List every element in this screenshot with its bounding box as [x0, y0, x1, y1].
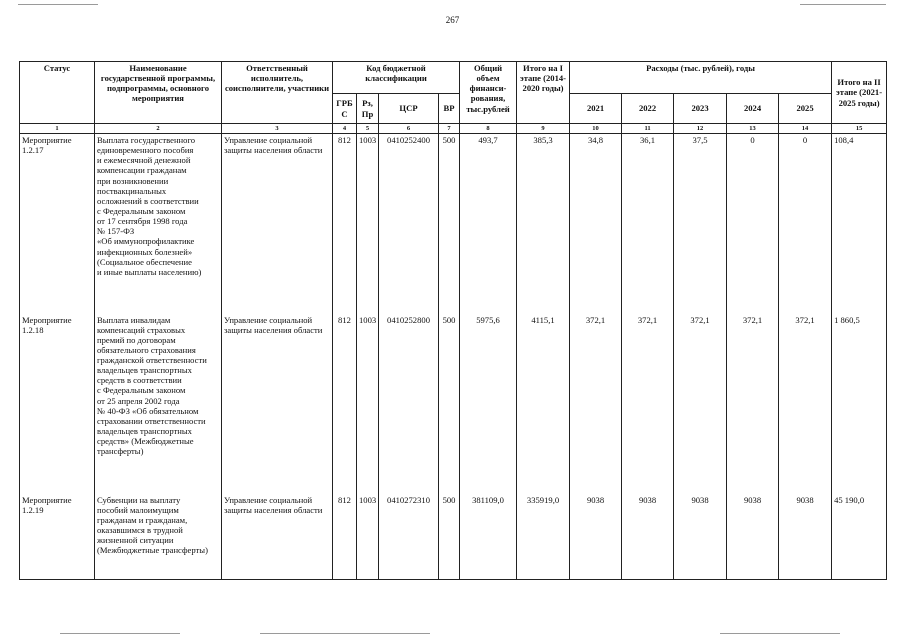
row-stage1: 4115,1	[517, 314, 570, 494]
column-number: 2	[95, 124, 222, 134]
scan-edge-mark	[720, 633, 840, 634]
row-total: 381109,0	[460, 494, 517, 580]
header-budget-code: Код бюджетной классификации	[333, 62, 460, 94]
column-number: 1	[20, 124, 95, 134]
header-year-2025: 2025	[779, 94, 832, 124]
row-2021: 34,8	[570, 134, 622, 314]
row-stage2: 1 860,5	[832, 314, 887, 494]
column-number: 9	[517, 124, 570, 134]
column-number: 6	[379, 124, 439, 134]
row-2021: 372,1	[570, 314, 622, 494]
row-status: Мероприятие 1.2.18	[20, 314, 95, 494]
column-number: 5	[357, 124, 379, 134]
column-number: 11	[622, 124, 674, 134]
header-executor: Ответственный исполнитель, соисполнители, участники	[222, 62, 333, 124]
row-2022: 36,1	[622, 134, 674, 314]
row-rzpr: 1003	[357, 314, 379, 494]
row-stage1: 385,3	[517, 134, 570, 314]
scan-edge-mark	[800, 4, 886, 5]
header-total-stage2: Итого на II этапе (2021-2025 годы)	[832, 62, 887, 124]
row-2024: 9038	[727, 494, 779, 580]
row-vr: 500	[439, 494, 460, 580]
row-status: Мероприятие 1.2.17	[20, 134, 95, 314]
scan-edge-mark	[60, 633, 180, 634]
header-name: Наименование государственной программы, подпрограммы, основного мероприятия	[95, 62, 222, 124]
row-2025: 0	[779, 134, 832, 314]
row-stage2: 45 190,0	[832, 494, 887, 580]
row-grbs: 812	[333, 134, 357, 314]
header-year-2024: 2024	[727, 94, 779, 124]
table-row	[20, 134, 887, 314]
header-status: Статус	[20, 62, 95, 124]
row-2023: 9038	[674, 494, 727, 580]
row-stage1: 335919,0	[517, 494, 570, 580]
row-csr: 0410252400	[379, 134, 439, 314]
row-executor: Управление социальной защиты населения области	[222, 314, 333, 494]
column-number: 15	[832, 124, 887, 134]
table-row	[20, 494, 887, 580]
row-executor: Управление социальной защиты населения области	[222, 134, 333, 314]
row-2023: 37,5	[674, 134, 727, 314]
row-2025: 9038	[779, 494, 832, 580]
scan-edge-mark	[260, 633, 430, 634]
header-expenses: Расходы (тыс. рублей), годы	[570, 62, 832, 94]
row-2024: 372,1	[727, 314, 779, 494]
header-year-2023: 2023	[674, 94, 727, 124]
row-2022: 9038	[622, 494, 674, 580]
header-year-2021: 2021	[570, 94, 622, 124]
row-name: Выплата государственного единовременного пособия и ежемесячной денежной компенсации гражданам при возникновении поствакцинальных осложнений в соответствии с Федеральным законом от 17 сентября 1998 года № 157-ФЗ «Об иммунопрофилактике инфекционных болезней» (Социальное обеспечение и иные выплаты населению)	[95, 134, 222, 314]
row-executor: Управление социальной защиты населения области	[222, 494, 333, 580]
header-csr: ЦСР	[379, 94, 439, 124]
row-name: Субвенции на выплату пособий малоимущим гражданам и гражданам, оказавшимся в трудной жизненной ситуации (Межбюджетные трансферты)	[95, 494, 222, 580]
program-expenses-table	[19, 61, 887, 580]
row-name: Выплата инвалидам компенсаций страховых премий по договорам обязательного страхования гражданской ответственности владельцев транспортных средств в соответствии с Федеральным законом от 25 апреля 2002 года № 40-ФЗ «Об обязательном страховании ответственности владельцев транспортных средств» (Межбюджетные трансферты)	[95, 314, 222, 494]
column-number: 7	[439, 124, 460, 134]
column-number: 4	[333, 124, 357, 134]
row-2025: 372,1	[779, 314, 832, 494]
row-2024: 0	[727, 134, 779, 314]
column-number: 3	[222, 124, 333, 134]
row-csr: 0410252800	[379, 314, 439, 494]
column-number: 8	[460, 124, 517, 134]
column-number: 10	[570, 124, 622, 134]
row-rzpr: 1003	[357, 134, 379, 314]
row-2022: 372,1	[622, 314, 674, 494]
column-number: 14	[779, 124, 832, 134]
row-status: Мероприятие 1.2.19	[20, 494, 95, 580]
row-2021: 9038	[570, 494, 622, 580]
header-grbs: ГРБ С	[333, 94, 357, 124]
header-total-stage1: Итого на I этапе (2014-2020 годы)	[517, 62, 570, 124]
header-rzpr: Рз, Пр	[357, 94, 379, 124]
row-grbs: 812	[333, 314, 357, 494]
header-year-2022: 2022	[622, 94, 674, 124]
table-row	[20, 314, 887, 494]
row-csr: 0410272310	[379, 494, 439, 580]
row-2023: 372,1	[674, 314, 727, 494]
header-vr: ВР	[439, 94, 460, 124]
row-vr: 500	[439, 134, 460, 314]
column-number: 12	[674, 124, 727, 134]
scan-edge-mark	[18, 4, 98, 5]
row-total: 493,7	[460, 134, 517, 314]
row-stage2: 108,4	[832, 134, 887, 314]
row-rzpr: 1003	[357, 494, 379, 580]
header-total-volume: Общий объем финанси-рования, тыс.рублей	[460, 62, 517, 124]
column-number: 13	[727, 124, 779, 134]
row-grbs: 812	[333, 494, 357, 580]
row-vr: 500	[439, 314, 460, 494]
page-number: 267	[445, 15, 460, 25]
row-total: 5975,6	[460, 314, 517, 494]
